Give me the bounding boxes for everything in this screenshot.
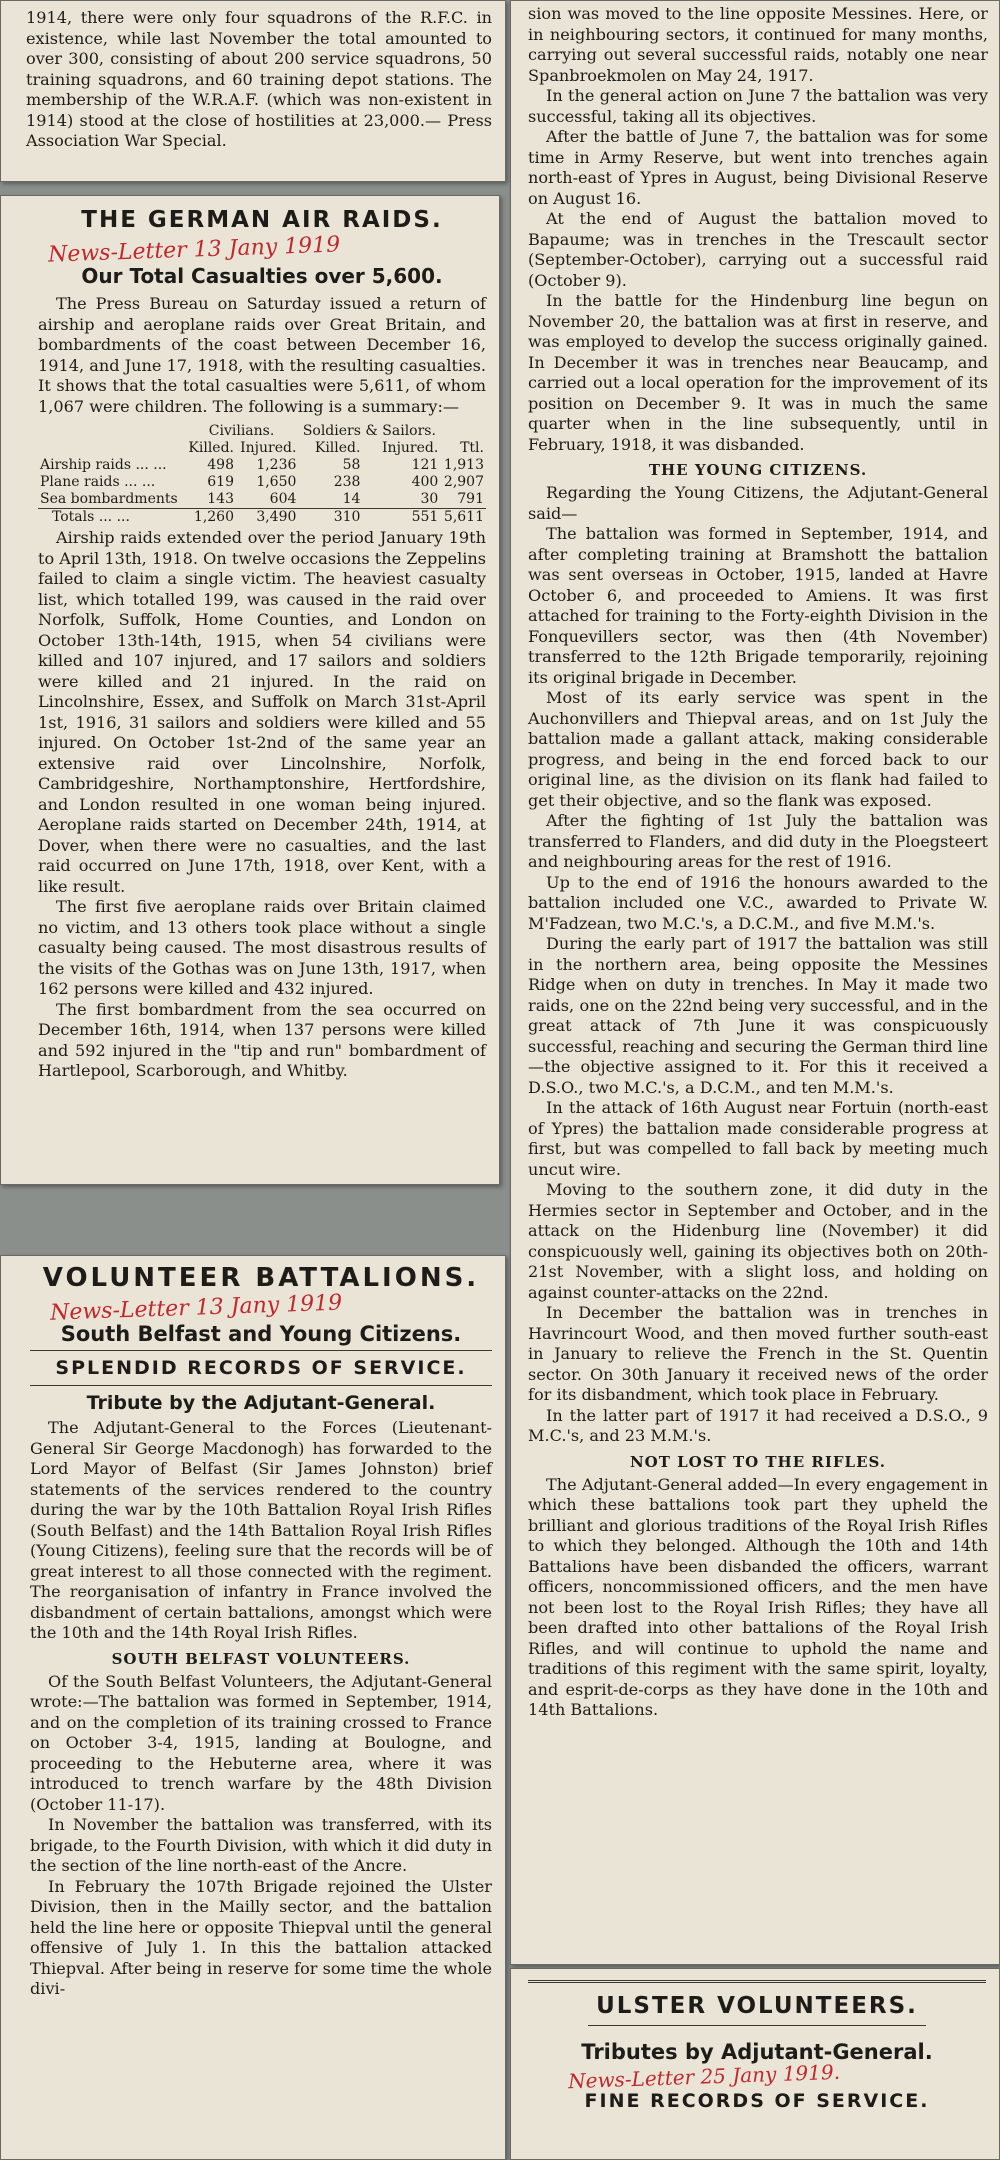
right-paragraph: In December the battalion was in trenches in Havrincourt Wood, and then moved further south-east in January to relieve the French in the St. Quentin sector. On 30th January it received news of the order for its disbandment, which took place in February. xyxy=(528,1303,988,1404)
cell: 14 xyxy=(342,491,361,507)
air-raids-paragraph: Airship raids extended over the period January 19th to April 13th, 1918. On twelve occasions the Zeppelins failed to claim a single victim. The heaviest casualty list, which totalled 199, was caused in the raid over Norfolk, Suffolk, Home Counties, and London on October 13th-14th, 1915, when 54 civilians were killed and 107 injured, and 17 sailors and soldiers were killed and 21 injured. In the raid on Lincolnshire, Essex, and Suffolk on March 31st-April 1st, 1916, 31 sailors and soldiers were killed and 55 injured. On October 1st-2nd of the same year an extensive raid over Lincolnshire, Norfolk, Cambridgeshire, Northamptonshire, Hertfordshire, and London resulted in one woman being injured. Aeroplane raids started on December 24th, 1914, at Dover, when there were no casualties, and the last raid occurred on June 17th, 1918, over Kent, with a like result. xyxy=(38,528,486,896)
ulster-subheadline: Tributes by Adjutant-General. xyxy=(581,2040,933,2064)
casualty-table xyxy=(38,423,486,526)
cell: 400 xyxy=(411,474,439,490)
not-lost-heading: NOT LOST TO THE RIFLES. xyxy=(629,1452,887,1471)
cell: 143 xyxy=(207,491,234,507)
ulster-headline: ULSTER VOLUNTEERS. xyxy=(596,1993,918,2019)
right-paragraph: After the fighting of 1st July the battalion was transferred to Flanders, and did duty in the Ploegsteert and neighbouring areas for the rest of 1916. xyxy=(528,811,988,871)
right-paragraph: The battalion was formed in September, 1914, and after completing training at Bramshott the battalion was sent overseas in October, 1915, landed at Havre October 6, and proceeded to Amiens. It was first attached for training to the Forty-eighth Division in the Fonquevillers sector, was then (4th November) transferred to the 12th Brigade temporarily, rejoining its original brigade in December. xyxy=(528,524,988,687)
cell: 551 xyxy=(411,509,439,525)
volunteer-paragraph: Of the South Belfast Volunteers, the Adjutant-General wrote:—The battalion was formed in September, 1914, and on the completion of its training crossed to France on October 3-4, 1915, landing at Boulogne, and proceeding to the Hebuterne area, where it was introduced to trench warfare by the 48th Division (October 11-17). xyxy=(30,1671,492,1814)
cell: 604 xyxy=(269,491,297,507)
right-paragraph: In the latter part of 1917 it had received a D.S.O., 9 M.C.'s, and 23 M.M.'s. xyxy=(528,1405,988,1445)
casualty-col-header: Ttl. xyxy=(460,440,484,456)
volunteer-subheadline-2: SPLENDID RECORDS OF SERVICE. xyxy=(55,1357,467,1379)
right-paragraph: At the end of August the battalion moved to Bapaume; was in trenches in the Trescault sector (September-October), carrying out a successful raid (October 9). xyxy=(528,209,988,290)
cell: 5,611 xyxy=(443,509,484,525)
right-paragraph: In the battle for the Hindenburg line begun on November 20, the battalion was at first in reserve, and was employed to develop the success originally gained. In December it was in trenches near Beaucamp, and carried out a local operation for the improvement of its position on December 9. It was in much the same quarter when in the line subsequently, until in February, 1918, it was disbanded. xyxy=(528,291,988,454)
volunteer-subheadline: South Belfast and Young Citizens. xyxy=(60,1322,462,1346)
volunteer-paragraph: In November the battalion was transferred, with its brigade, to the Fourth Division, with which it did duty in the section of the line north-east of the Ancre. xyxy=(30,1815,492,1875)
clipping-volunteer xyxy=(0,1255,506,2160)
right-paragraph: The Adjutant-General added—In every engagement in which these battalions took part they upheld the brilliant and glorious traditions of the Royal Irish Rifles to which they belonged. Although the 10th and 14th Battalions have been disbanded the officers, warrant officers, noncommissioned officers, and the men have not been lost to the Royal Irish Rifles; they have all been drafted into other battalions of the Royal Irish Rifles, and will continue to uphold the name and traditions of this regiment with the same spirit, loyalty, and esprit-de-corps as they have done in the 10th and 14th Battalions. xyxy=(528,1474,988,1719)
volunteer-headline: VOLUNTEER BATTALIONS. xyxy=(42,1263,480,1293)
cell: 498 xyxy=(207,457,234,473)
volunteer-subheadline-3: Tribute by the Adjutant-General. xyxy=(86,1392,436,1414)
top-left-text: 1914, there were only four squadrons of the R.F.C. in existence, while last November the total amounted to over 300, consisting of about 200 service squadrons, 50 training squadrons, and 60 training depot stations. The membership of the W.R.A.F. (which was non-existent in 1914) stood at the close of hostilities at 23,000.— Press Association War Special. xyxy=(26,8,492,150)
clipping-air-raids xyxy=(0,195,500,1185)
casualty-col-header: Killed. xyxy=(314,440,361,456)
row-label: Sea bombardments xyxy=(40,491,178,507)
cell: 1,650 xyxy=(256,474,297,490)
volunteer-paragraph: In February the 107th Brigade rejoined the Ulster Division, then in the Mailly sector, and the battalion held the line here or opposite Thiepval until the general offensive of July 1. In this the battalion attacked Thiepval. After being in reserve for some time the whole divi- xyxy=(30,1876,492,1998)
cell: 2,907 xyxy=(443,474,484,490)
cell: 619 xyxy=(207,474,234,490)
casualty-col-header: Injured. xyxy=(382,440,439,456)
table-row xyxy=(38,491,486,509)
cell: 58 xyxy=(342,457,361,473)
cell: 791 xyxy=(457,491,484,507)
clipping-right-column xyxy=(510,0,1000,1965)
cell: 1,236 xyxy=(256,457,297,473)
cell: 238 xyxy=(333,474,361,490)
table-row-totals xyxy=(38,509,486,527)
table-row xyxy=(38,474,486,491)
ulster-handwriting: News-Letter 25 Jany 1919. xyxy=(567,2059,841,2094)
cell: 310 xyxy=(333,509,361,525)
air-raids-intro: The Press Bureau on Saturday issued a return of airship and aeroplane raids over Great Britain, and bombardments of the coast between December 16, 1914, and June 17, 1918, with the resulting casualties. It shows that the total casualties were 5,611, of whom 1,067 were children. The following is a summary:— xyxy=(38,294,486,416)
young-citizens-heading: THE YOUNG CITIZENS. xyxy=(648,461,868,479)
ulster-subheadline-2: FINE RECORDS OF SERVICE. xyxy=(584,2090,930,2112)
right-paragraph: In the general action on June 7 the battalion was very successful, taking all its objectives. xyxy=(528,86,988,126)
cell: 1,260 xyxy=(193,509,234,525)
cell: 3,490 xyxy=(256,509,297,525)
row-label: Airship raids ... ... xyxy=(40,457,167,473)
casualty-group-soldiers: Soldiers & Sailors. xyxy=(302,423,436,439)
air-raids-paragraph: The first bombardment from the sea occurred on December 16th, 1914, when 137 persons were killed and 592 injured in the "tip and run" bombardment of Hartlepool, Scarborough, and Whitby. xyxy=(38,999,486,1080)
cell: 121 xyxy=(411,457,439,473)
right-paragraph: In the attack of 16th August near Fortuin (north-east of Ypres) the battalion made considerable progress at first, but was compelled to fall back by meeting much uncut wire. xyxy=(528,1098,988,1179)
right-paragraph: After the battle of June 7, the battalion was for some time in Army Reserve, but went into trenches again north-east of Ypres in August, being Divisional Reserve on August 16. xyxy=(528,127,988,208)
south-belfast-heading: SOUTH BELFAST VOLUNTEERS. xyxy=(111,1649,411,1668)
right-paragraph: Up to the end of 1916 the honours awarded to the battalion included one V.C., awarded to Private W. M'Fadzean, two M.C.'s, a D.C.M., and five M.M.'s. xyxy=(528,872,988,933)
air-raids-headline: THE GERMAN AIR RAIDS. xyxy=(81,207,443,233)
right-paragraph: Regarding the Young Citizens, the Adjutant-General said— xyxy=(528,483,988,523)
table-row xyxy=(38,457,486,474)
right-paragraph: Moving to the southern zone, it did duty in the Hermies sector in September and October, and in the attack on the Hidenburg line (November) it did conspicuously well, gaining its objectives both on 20th-21st November, with a slight loss, and holding on against counter-attacks on the 22nd. xyxy=(528,1180,988,1302)
right-paragraph: Most of its early service was spent in the Auchonvillers and Thiepval areas, and on 1st July the battalion made a gallant attack, making considerable progress, and being in the end forced back to our original line, as the division on its flank had failed to get their objective, and so the flank was exposed. xyxy=(528,688,988,810)
casualty-col-header: Injured. xyxy=(240,440,297,456)
casualty-group-civilians: Civilians. xyxy=(208,423,275,439)
air-raids-handwriting: News-Letter 13 Jany 1919 xyxy=(47,232,341,268)
air-raids-subheadline: Our Total Casualties over 5,600. xyxy=(81,264,443,288)
clipping-top-left xyxy=(0,0,506,182)
cell: 30 xyxy=(420,491,439,507)
volunteer-handwriting: News-Letter 13 Jany 1919 xyxy=(49,1290,343,1326)
air-raids-paragraph: The first five aeroplane raids over Britain claimed no victim, and 13 others took place without a single casualty being caused. The most disastrous results of the visits of the Gothas was on June 13th, 1917, when 162 persons were killed and 432 injured. xyxy=(38,897,486,998)
volunteer-intro: The Adjutant-General to the Forces (Lieutenant-General Sir George Macdonogh) has forwarded to the Lord Mayor of Belfast (Sir James Johnston) brief statements of the services rendered to the country during the war by the 10th Battalion Royal Irish Rifles (South Belfast) and the 14th Battalion Royal Irish Rifles (Young Citizens), feeling sure that the records will be of great interest to all those connected with the regiment. The reorganisation of infantry in France involved the disbandment of certain battalions, amongst which were the 10th and the 14th Royal Irish Rifles. xyxy=(30,1418,492,1642)
right-paragraph: During the early part of 1917 the battalion was still in the northern area, being opposite the Messines Ridge when on duty in trenches. In May it made two raids, one on the 22nd being very successful, and in the great attack of 7th June it was conspicuously successful, reaching and securing the German third line—the objective assigned to it. For this it received a D.S.O., two M.C.'s, a D.C.M., and ten M.M.'s. xyxy=(528,934,988,1097)
cell: 1,913 xyxy=(443,457,484,473)
row-label: Plane raids ... ... xyxy=(40,474,156,490)
row-label: Totals ... ... xyxy=(52,509,130,525)
right-paragraph: sion was moved to the line opposite Messines. Here, or in neighbouring sectors, it continued for many months, carrying out several successful raids, notably one near Spanbroekmolen on May 24, 1917. xyxy=(528,4,988,85)
clipping-ulster xyxy=(510,1968,1000,2160)
casualty-col-header: Killed. xyxy=(188,440,234,456)
